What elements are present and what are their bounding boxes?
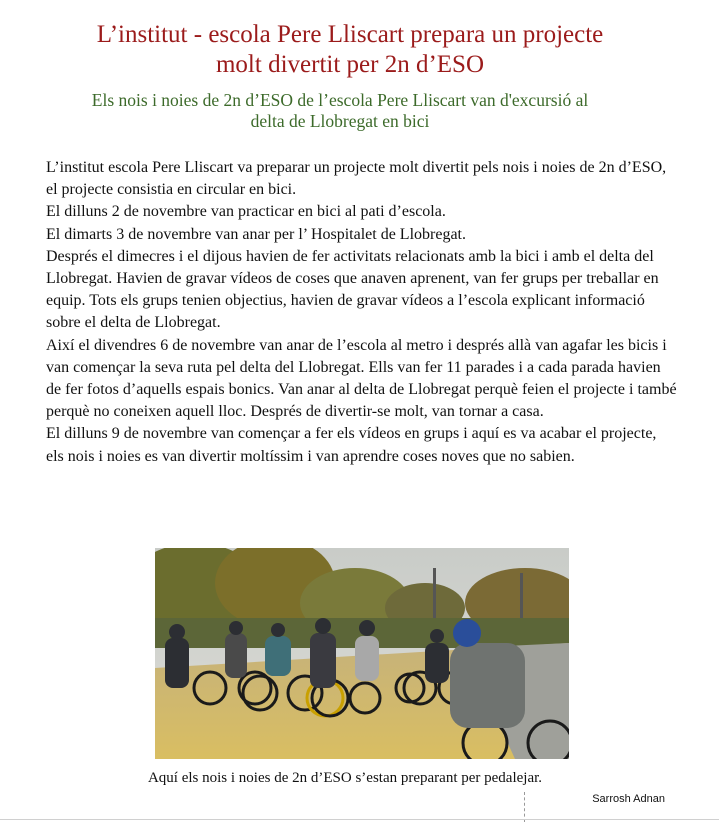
divider (524, 792, 525, 822)
divider (0, 819, 719, 820)
photo-caption: Aquí els nois i noies de 2n d’ESO s’estan preparant per pedalejar. (147, 770, 543, 786)
article-subtitle (40, 90, 640, 132)
paragraph: El dimarts 3 de novembre van anar per l’ Hospitalet de Llobregat. (46, 225, 466, 243)
subtitle-line-2: delta de Llobregat en bici (250, 111, 430, 131)
paragraph: Després el dimecres i el dijous havien de fer activitats relacionats amb la bici i amb el delta del Llobregat. Havien de gravar vídeos de coses que anaven aprenent, van fer grups per treballar en equip. Tots els grups tenien objectius, havien de gravar vídeos a l’escola explicant informació sobre el delta de Llobregat. (46, 247, 659, 332)
paragraph: El dilluns 9 de novembre van començar a fer els vídeos en grups i aquí es va acabar el projecte, els nois i noies es van divertir moltíssim i van aprendre coses noves que no sabien. (46, 425, 657, 465)
title-line-1: L’institut - escola Pere Lliscart prepara un projecte (96, 21, 604, 48)
article-body (46, 157, 678, 468)
article-title (30, 20, 670, 80)
paragraph: L’institut escola Pere Lliscart va preparar un projecte molt divertit pels nois i noies de 2n d’ESO, el projecte consistia en circular en bici. (46, 159, 667, 199)
paragraph: Així el divendres 6 de novembre van anar de l’escola al metro i després allà van agafar les bicis i van començar la seva ruta pel delta del Llobregat. Ells van fer 11 parades i a cada parada havien de fer fotos d’aquells espais bonics. Van anar al delta de Llobregat perquè feien el projecte i també perquè no coneixen aquell lloc. Després de divertir-se molt, van tornar a casa. (46, 336, 677, 421)
title-line-2: molt divertit per 2n d’ESO (215, 51, 485, 78)
paragraph: El dilluns 2 de novembre van practicar en bici al pati d’escola. (46, 203, 446, 221)
cyclists-photo (155, 548, 569, 759)
author-name: Sarrosh Adnan (592, 793, 665, 805)
subtitle-line-1: Els nois i noies de 2n d’ESO de l’escola Pere Lliscart van d'excursió al (91, 90, 589, 110)
